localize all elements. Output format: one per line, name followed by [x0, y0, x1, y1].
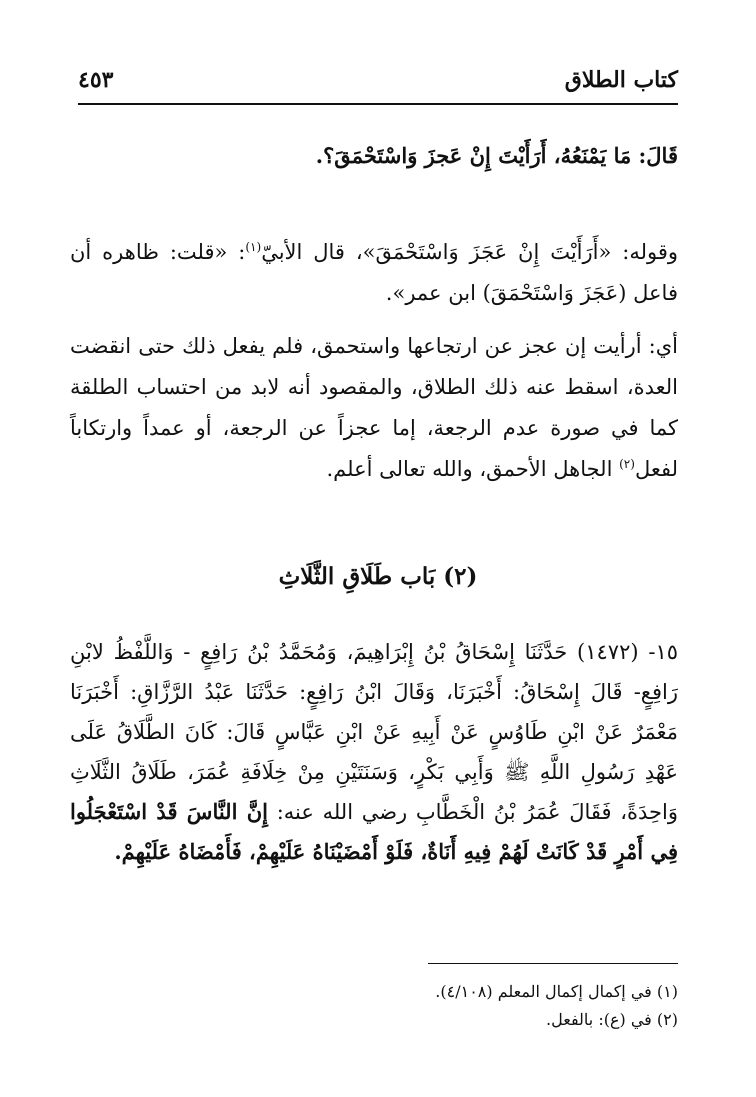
paragraph-qala-text: قَالَ: مَا يَمْنَعُهُ، أَرَأَيْتَ إِنْ عَجزَ وَاسْتَحْمَقَ؟. — [315, 143, 678, 168]
footnote-2: (٢) في (ع): بالفعل. — [546, 1010, 678, 1029]
commentary-part2: : «قلت: ظاهره أن فاعل (عَجَزَ وَاسْتَحْمَقَ) ابن عمر». — [70, 240, 678, 305]
running-header — [78, 60, 678, 100]
header-title: كتاب الطلاق — [564, 67, 678, 93]
footnote-1: (١) في إكمال إكمال المعلم (٤/١٠٨). — [435, 982, 678, 1001]
paragraph-explanation — [70, 326, 678, 490]
footnote-divider — [428, 963, 678, 964]
commentary-part1: وقوله: «أَرَأَيْتَ إِنْ عَجَزَ وَاسْتَحْمَقَ»، قال الأبيّ — [261, 240, 679, 264]
hadith-bold-quote: إِنَّ النَّاسَ قَدْ اسْتَعْجَلُوا فِي أَمْرٍ قَدْ كَانَتْ لَهُمْ فِيهِ أَنَاةٌ، فَلَوْ أَمْضَيْنَاهُ عَلَيْهِمْ، فَأَمْضَاهُ عَلَيْهِمْ. — [70, 799, 678, 864]
footnote-ref-2[interactable]: (٢) — [619, 457, 635, 471]
page-number: ٤٥٣ — [78, 67, 114, 93]
explanation-part2: الجاهل الأحمق، والله تعالى أعلم. — [326, 457, 620, 481]
footnotes — [78, 978, 678, 1034]
hadith-paragraph — [70, 632, 678, 872]
hadith-text: ١٥- (١٤٧٢) حَدَّثَنَا إِسْحَاقُ بْنُ إِبْرَاهِيمَ، وَمُحَمَّدُ بْنُ رَافِعٍ - وَاللَّفْظُ لابْنِ رَافِعٍ- قَالَ إِسْحَاقُ: أَخْبَرَنَا، وَقَالَ ابْنُ رَافِعٍ: حَدَّثَنَا عَبْدُ الرَّزَّاقِ: أَخْبَرَنَا مَعْمَرٌ عَنْ ابْنِ طَاوُسٍ عَنْ أَبِيهِ عَنْ ابْنِ عَبَّاسٍ قَالَ: كَانَ الطَّلَاقُ عَلَى عَهْدِ رَسُولِ اللَّهِ ﷺ وَأَبِي بَكْرٍ، وَسَنَتَيْنِ مِنْ خِلَافَةِ عُمَرَ، طَلَاقُ الثَّلَاثِ وَاحِدَةً، فَقَالَ عُمَرُ بْنُ الْخَطَّابِ رضي الله عنه: — [70, 640, 678, 824]
chapter-title: (٢) بَاب طَلَاقِ الثَّلَاثِ — [278, 563, 478, 590]
footnote-ref-1[interactable]: (١) — [245, 240, 262, 254]
header-divider — [78, 103, 678, 105]
paragraph-commentary — [70, 232, 678, 314]
paragraph-qala — [70, 135, 678, 176]
explanation-part1: أي: أرأيت إن عجز عن ارتجاعها واستحمق، فلم يفعل ذلك حتى انقضت العدة، اسقط عنه ذلك الطلاق، والمقصود أنه لابد من احتساب الطلقة كما في صورة عدم الرجعة، إما عجزاً عن الرجعة، أو عمداً وارتكاباً لفعل — [70, 334, 678, 481]
